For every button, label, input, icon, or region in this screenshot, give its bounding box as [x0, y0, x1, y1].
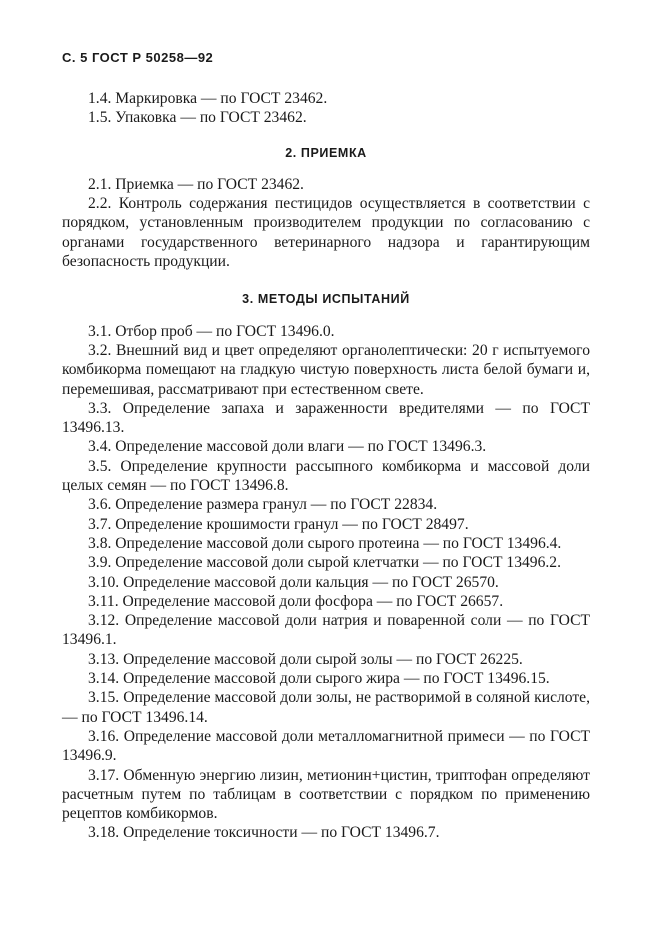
page-header: С. 5 ГОСТ Р 50258—92 — [62, 50, 214, 65]
paragraph-3-6: 3.6. Определение размера гранул — по ГОСТ 22834. — [88, 496, 438, 514]
paragraph-3-9: 3.9. Определение массовой доли сырой клетчатки — по ГОСТ 13496.2. — [88, 554, 561, 572]
paragraph-3-18: 3.18. Определение токсичности — по ГОСТ 13496.7. — [88, 824, 440, 842]
paragraph-1-4: 1.4. Маркировка — по ГОСТ 23462. — [88, 90, 328, 107]
paragraph-3-11: 3.11. Определение массовой доли фосфора — по ГОСТ 26657. — [88, 592, 504, 610]
paragraph-3-17: 3.17. Обменную энергию лизин, метионин+цистин, триптофан определяют расчетным путем по таблицам в соответствии с порядком по применению рецептов комбикормов. — [62, 766, 590, 823]
document-body — [62, 89, 590, 843]
section-heading-test-methods: 3. МЕТОДЫ ИСПЫТАНИЙ — [242, 292, 410, 307]
paragraph-3-12: 3.12. Определение массовой доли натрия и поваренной соли — по ГОСТ 13496.1. — [62, 612, 590, 649]
paragraph-3-8: 3.8. Определение массовой доли сырого протеина — по ГОСТ 13496.4. — [88, 534, 562, 552]
paragraph-3-4: 3.4. Определение массовой доли влаги — по ГОСТ 13496.3. — [88, 438, 487, 456]
paragraph-3-10: 3.10. Определение массовой доли кальция — по ГОСТ 26570. — [88, 573, 499, 591]
paragraph-3-2: 3.2. Внешний вид и цвет определяют органолептически: 20 г испытуемого комбикорма помещают на гладкую чистую поверхность листа белой бумаги и, перемешивая, рассматривают при естественном свете. — [62, 341, 590, 398]
paragraph-2-1: 2.1. Приемка — по ГОСТ 23462. — [88, 175, 304, 193]
paragraph-3-7: 3.7. Определение крошимости гранул — по ГОСТ 28497. — [88, 515, 469, 533]
paragraph-3-15: 3.15. Определение массовой доли золы, не растворимой в соляной кислоте, — по ГОСТ 13496.14. — [62, 689, 590, 726]
paragraph-3-13: 3.13. Определение массовой доли сырой золы — по ГОСТ 26225. — [88, 650, 523, 668]
paragraph-3-1: 3.1. Отбор проб — по ГОСТ 13496.0. — [88, 322, 335, 340]
section-heading-acceptance: 2. ПРИЕМКА — [285, 145, 367, 160]
paragraph-2-2: 2.2. Контроль содержания пестицидов осуществляется в соответствии с порядком, установленным производителем продукции по согласованию с органами государственного ветеринарного надзора и гарантирующим безопасность продукции. — [62, 195, 590, 271]
paragraph-3-5: 3.5. Определение крупности рассыпного комбикорма и массовой доли целых семян — по ГОСТ 13496.8. — [62, 457, 590, 495]
paragraph-3-14: 3.14. Определение массовой доли сырого жира — по ГОСТ 13496.15. — [88, 670, 550, 688]
paragraph-1-5: 1.5. Упаковка — по ГОСТ 23462. — [88, 109, 307, 127]
paragraph-3-16: 3.16. Определение массовой доли металломагнитной примеси — по ГОСТ 13496.9. — [62, 727, 590, 765]
paragraph-3-3: 3.3. Определение запаха и зараженности вредителями — по ГОСТ 13496.13. — [62, 399, 590, 437]
